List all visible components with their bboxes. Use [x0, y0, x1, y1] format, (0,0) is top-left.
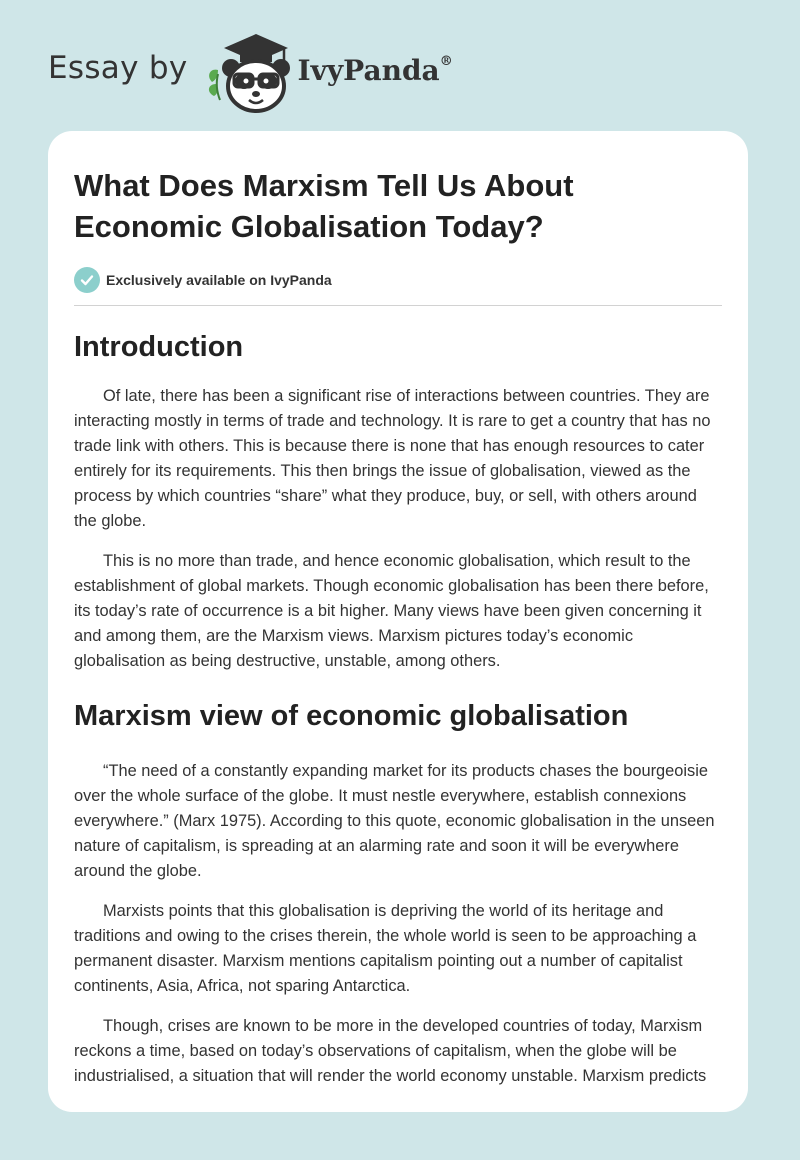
section-heading: Marxism view of economic globalisation	[74, 700, 629, 732]
title-divider	[74, 305, 722, 306]
essay-by-label: Essay by	[48, 50, 188, 86]
section-marxism-view	[74, 698, 722, 1089]
paragraph: “The need of a constantly expanding market for its products chases the bourgeoisie over the whole surface of the globe. It must nestle everywhere, establish connexions everywhere.” (Marx 1975). According to this quote, economic globalisation in the unseen nature of capitalism, is spreading at an alarming rate and soon it will be everywhere around the globe.	[74, 762, 715, 880]
essay-title-line-2: Economic Globalisation Today?	[74, 209, 544, 244]
brand-name: IvyPanda®	[297, 53, 453, 87]
exclusive-label: Exclusively available on IvyPanda	[106, 272, 332, 288]
paragraph: Though, crises are known to be more in the developed countries of today, Marxism reckons a time, based on today’s observations of capitalism, when the globe will be industrialised, a situation that will render the world economy unstable. Marxism predicts	[74, 1017, 707, 1085]
essay-card	[48, 131, 748, 1112]
essay-title-line-1: What Does Marxism Tell Us About	[74, 168, 574, 203]
checkmark-icon	[74, 267, 100, 293]
exclusive-badge	[74, 267, 722, 293]
paragraph: This is no more than trade, and hence economic globalisation, which result to the establishment of global markets. Though economic globalisation has been there before, its today’s rate of occurrence is a bit higher. Many views have been given concerning it and among them, are the Marxism views. Marxism pictures today’s economic globalisation as being destructive, unstable, among others.	[74, 552, 709, 670]
essay-title	[74, 165, 722, 247]
section-introduction	[74, 329, 722, 674]
paragraph: Of late, there has been a significant rise of interactions between countries. They are interacting mostly in terms of trade and technology. It is rare to get a country that has no trade link with others. This is because there is none that has enough resources to cater entirely for its requirements. This then brings the issue of globalisation, viewed as the process by which countries “share” what they produce, buy, or sell, with others around the globe.	[74, 387, 711, 530]
registered-mark: ®	[439, 54, 453, 70]
section-heading: Introduction	[74, 331, 244, 363]
brand-header	[48, 30, 453, 114]
paragraph: Marxists points that this globalisation is depriving the world of its heritage and traditions and owing to the crises therein, the whole world is seen to be approaching a permanent disaster. Marxism mentions capitalism pointing out a number of capitalist continents, Asia, Africa, not sparing Antarctica.	[74, 902, 697, 995]
ivypanda-logo-icon[interactable]	[204, 30, 296, 114]
